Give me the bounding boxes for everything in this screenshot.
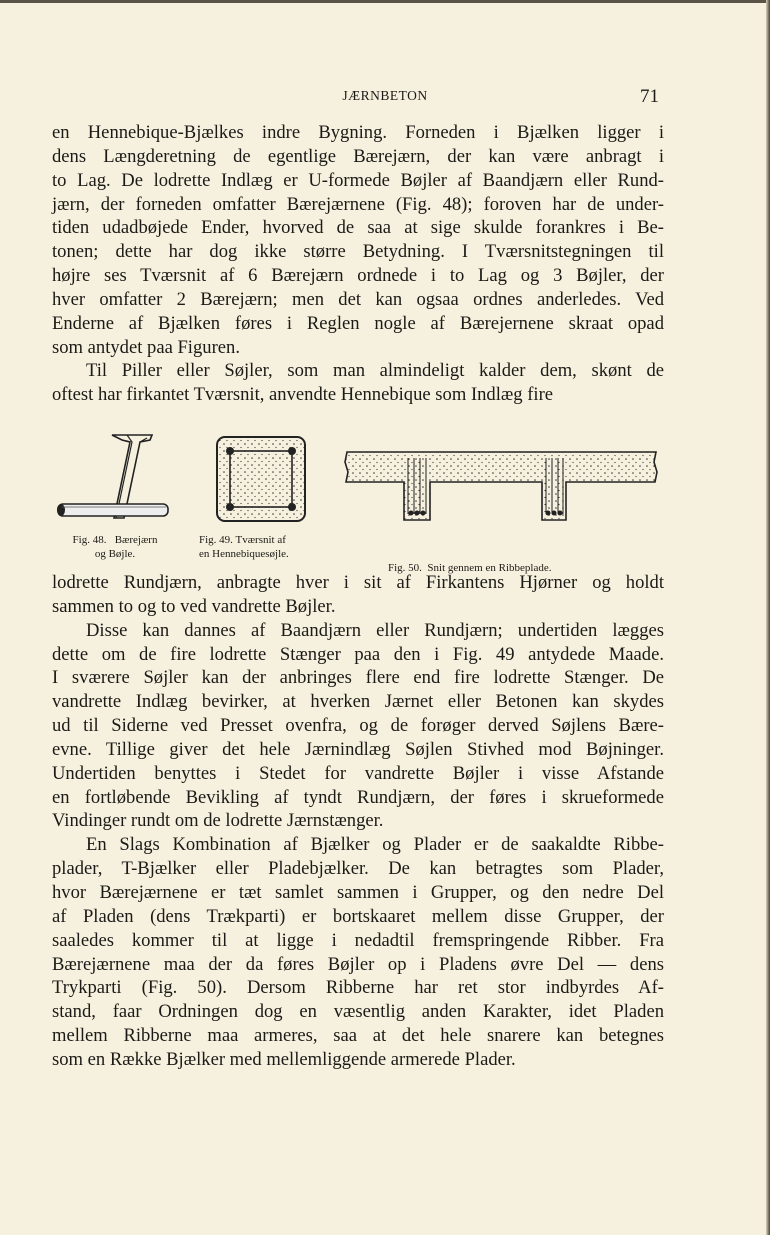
text-line: Enderne af Bjælken føres i Reglen nogle af Bærejernene skraat opad — [52, 312, 664, 334]
text-line: vandrette Indlæg bevirker, at hverken Jærnet eller Betonen kan skydes — [52, 691, 664, 713]
text-line: en fortløbende Bevikling af tyndt Rundjærn, der føres i skrueformede — [52, 786, 664, 808]
text-line: Vindinger rundt om de lodrette Jærnstænger. — [52, 810, 384, 832]
text-line: af Pladen (dens Trækparti) er bortskaaret mellem disse Grupper, der — [52, 905, 664, 927]
text-line: evne. Tillige giver det hele Jærnindlæg Søjlen Stivhed mod Bøjninger. — [52, 738, 664, 760]
text-line: en Hennebique-Bjælkes indre Bygning. Forneden i Bjælken ligger i — [52, 122, 664, 143]
text-line: som antydet paa Figuren. — [52, 336, 240, 358]
figure-49-caption — [199, 533, 289, 561]
figure-50-ribbed-slab-section — [344, 450, 664, 525]
text-line: hver omfatter 2 Bærejærn; men det kan ogsaa ordnes anderledes. Ved — [52, 288, 664, 310]
text-line: saaledes kommer til at ligge i nedadtil fremspringende Ribber. Fra — [52, 929, 664, 951]
caption-line: Fig. 49. Tværsnit af — [199, 534, 286, 546]
text-line: Disse kan dannes af Baandjærn eller Rundjærn; undertiden lægges — [86, 619, 664, 641]
text-line: lodrette Rundjærn, anbragte hver i sit af Firkantens Hjørner og holdt — [52, 572, 664, 593]
text-line: Undertiden benyttes i Stedet for vandrette Bøjler i visse Afstande — [52, 762, 664, 784]
text-block-top — [52, 121, 664, 407]
scan-edge-top — [0, 0, 770, 3]
text-line: ud til Siderne ved Presset ovenfra, og de forøger derved Søjlens Bære- — [52, 715, 664, 737]
figure-49-column-cross-section — [215, 435, 307, 523]
text-line: jærn, der forneden omfatter Bærejærnene (Fig. 48); foroven har de under- — [52, 193, 664, 215]
caption-line: en Hennebiquesøjle. — [199, 548, 289, 560]
text-line: Trykparti (Fig. 50). Dersom Ribberne har ret stor indbyrdes Af- — [52, 977, 664, 999]
text-line: som en Række Bjælker med mellemliggende armerede Plader. — [52, 1048, 516, 1070]
text-line: to Lag. De lodrette Indlæg er U-formede Bøjler af Baandjærn eller Rund- — [52, 169, 664, 191]
text-line: mellem Ribberne maa armeres, saa at det hele snarere kan betegnes — [52, 1025, 664, 1047]
text-line: dens Længderetning de egentlige Bærejærn, der kan være anbragt i — [52, 145, 664, 167]
text-line: sammen to og to ved vandrette Bøjler. — [52, 595, 336, 617]
scan-edge-right — [766, 0, 770, 1235]
text-line: Til Piller eller Søjler, som man almindeligt kalder dem, skønt de — [86, 360, 664, 382]
figure-48-bar-and-stirrup — [52, 430, 177, 525]
text-line: tonen; dette har dog ikke større Betydning. I Tværsnitstegningen til — [52, 241, 664, 263]
caption-line: Fig. 50. Snit gennem en Ribbeplade. — [388, 562, 552, 574]
text-line: plader, T-Bjælker eller Pladebjælker. De kan betragtes som Plader, — [52, 858, 664, 880]
text-line: En Slags Kombination af Bjælker og Plader er de saakaldte Ribbe- — [86, 834, 664, 856]
caption-line: Fig. 48. Bærejærn — [72, 534, 158, 546]
text-line: I sværere Søjler kan der anbringes flere end fire lodrette Stænger. De — [52, 667, 664, 689]
text-line: dette om de fire lodrette Stænger paa den i Fig. 49 antydede Maade. — [52, 643, 664, 665]
page-number: 71 — [640, 86, 659, 107]
text-line: tiden udadbøjede Ender, hvorved de saa at sige skulde forankres i Be- — [52, 217, 664, 239]
caption-line: og Bøjle. — [94, 548, 136, 560]
text-line: hvor Bærejærnene er tæt samlet sammen i Grupper, og den nedre Del — [52, 881, 664, 903]
text-line: Bærejærnene maa der da føres Bøjler op i Pladens øvre Del — dens — [52, 953, 664, 975]
running-head: JÆRNBETON — [342, 88, 428, 103]
text-block-bottom — [52, 571, 664, 1072]
figure-48-caption — [56, 533, 174, 561]
text-line: oftest har firkantet Tværsnit, anvendte Hennebique som Indlæg fire — [52, 384, 554, 406]
text-line: højre ses Tværsnit af 6 Bærejærn ordnede i to Lag og 3 Bøjler, der — [52, 265, 664, 287]
text-line: stand, faar Ordningen dog en væsentlig anden Karakter, idet Pladen — [52, 1001, 664, 1023]
